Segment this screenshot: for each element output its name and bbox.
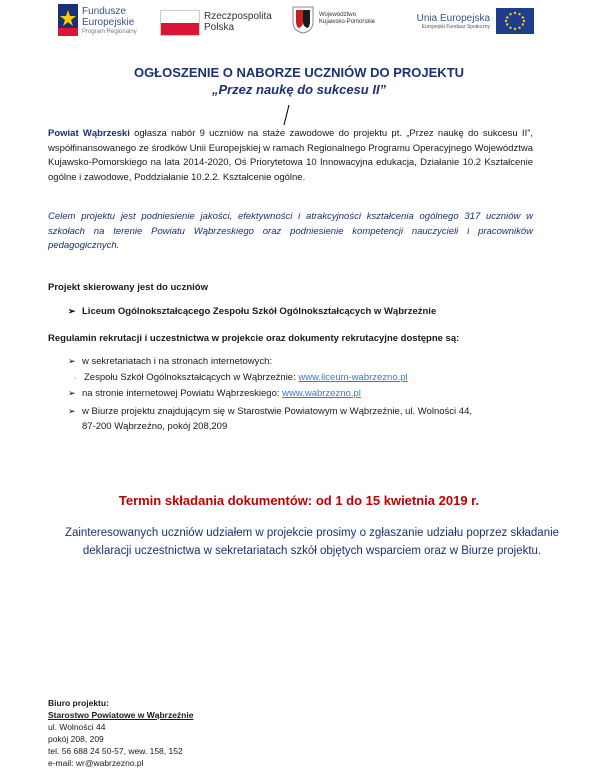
- intro-lead: Powiat Wąbrzeski: [48, 128, 130, 139]
- arrow-bullet-icon: ➢: [68, 406, 76, 416]
- polish-flag-icon: [160, 10, 200, 36]
- coat-of-arms-icon: [292, 6, 314, 34]
- rp-line2: Polska: [204, 22, 235, 33]
- regulations-heading: Regulamin rekrutacji i uczestnictwa w projekcie oraz dokumenty rekrutacyjne dostępne są:: [48, 333, 460, 344]
- eu-flag-icon: [496, 8, 534, 34]
- footer-org: Starostwo Powiatowe w Wąbrzeźnie: [48, 710, 194, 720]
- page-title: OGŁOSZENIE O NABORZE UCZNIÓW DO PROJEKTU: [133, 65, 465, 80]
- regulations-item-2-text: na stronie internetowej Powiatu Wąbrzeskiego:: [82, 388, 283, 399]
- regulations-item-1-text: w sekretariatach i na stronach internetowych:: [82, 356, 273, 367]
- footer-room: pokój 208, 209: [48, 734, 104, 744]
- footer-contact: [48, 697, 193, 769]
- arrow-bullet-icon: ➢: [68, 388, 76, 398]
- fe-line3: Program Regionalny: [82, 29, 137, 35]
- fe-line2: Europejskie: [82, 17, 135, 28]
- regulations-item-3: [68, 404, 488, 434]
- regulations-item-3-text: w Biurze projektu znajdującym się w Starostwie Powiatowym w Wąbrzeźnie, ul. Wolności 44, 87-200 Wąbrzeźno, pokój 208,209: [82, 406, 473, 432]
- rp-line1: Rzeczpospolita: [204, 11, 272, 22]
- regulations-item-1b: [74, 372, 408, 383]
- text-cursor-icon: [280, 104, 294, 126]
- fundusze-europejskie-icon: [58, 4, 78, 36]
- page-subtitle: „Przez naukę do sukcesu II”: [211, 82, 387, 97]
- school-text: Liceum Ogólnokształcącego Zespołu Szkół Ogólnokształcących w Wąbrzeźnie: [82, 306, 437, 317]
- goal-paragraph: Celem projektu jest podniesienie jakości, efektywności i atrakcyjności kształcenia ogólnego 317 uczniów w szkołach na terenie Powiatu Wąbrzeskiego oraz podniesienie kompetencji nauczycieli i pracowników pedagogicznych.: [48, 211, 533, 251]
- fe-line1: Fundusze: [82, 6, 126, 17]
- footer-email: e-mail: wr@wabrzezno.pl: [48, 758, 144, 768]
- ue-line2: Europejski Fundusz Społeczny: [421, 24, 490, 30]
- footer-address: ul. Wolności 44: [48, 722, 106, 732]
- invite-paragraph: Zainteresowanych uczniów udziałem w projekcie prosimy o zgłaszanie udziału poprzez składanie deklaracji uczestnictwa w sekretariatach szkół objętych wsparciem oraz w Biurze projektu.: [64, 527, 560, 557]
- footer-phone: tel. 56 688 24 50-57, wew. 158, 152: [48, 746, 183, 756]
- arrow-bullet-icon: ➢: [68, 306, 76, 316]
- liceum-link[interactable]: www.liceum-wabrzezno.pl: [298, 372, 408, 383]
- regulations-item-1: [68, 356, 272, 367]
- wk-line2: Kujawsko-Pomorskie: [319, 19, 376, 25]
- arrow-bullet-icon: ➢: [68, 356, 76, 366]
- intro-text: ogłasza nabór 9 uczniów na staże zawodowe do projektu pt. „Przez naukę do sukcesu II”, współfinansowanego ze środków Unii Europejskiej w ramach Regionalnego Programu Operacyjnego Województwa Kujawsko-Pomorskiego na lata 2014-2020, Oś Priorytetowa 10 Innowacyjna edukacja, Działanie 10.2 Kształcenie ogólne i zawodowe, Poddziałanie 10.2.2. Kształcenie ogólne.: [48, 128, 534, 183]
- deadline-notice: Termin składania dokumentów: od 1 do 15 kwietnia 2019 r.: [118, 493, 480, 508]
- ue-line1: Unia Europejska: [416, 13, 490, 24]
- footer-heading: Biuro projektu:: [48, 698, 109, 708]
- logo-bar: [0, 0, 598, 48]
- dot-bullet-icon: ·: [74, 375, 77, 382]
- intro-paragraph: [48, 127, 533, 185]
- school-item: [68, 306, 436, 317]
- regulations-item-2: [68, 388, 361, 399]
- regulations-item-1b-text: Zespołu Szkół Ogólnokształcących w Wąbrzeźnie:: [84, 372, 299, 383]
- project-heading: Projekt skierowany jest do uczniów: [48, 282, 208, 293]
- powiat-link[interactable]: www.wabrzezno.pl: [282, 388, 361, 399]
- wk-line1: Województwo: [319, 12, 356, 18]
